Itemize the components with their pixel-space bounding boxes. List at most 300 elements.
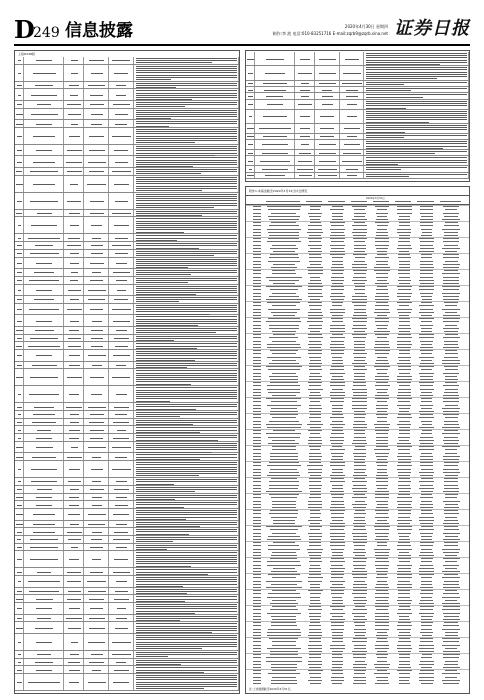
table-cell-text <box>253 657 261 658</box>
table-cell-text <box>376 462 388 463</box>
table-cell-text <box>375 206 390 207</box>
table-cell-text <box>421 629 432 630</box>
disclosure-cell <box>109 327 134 334</box>
table-cell-text <box>253 373 261 374</box>
table-cell-text <box>332 667 342 668</box>
disclosure-cell <box>64 242 84 249</box>
text-line <box>17 505 21 506</box>
table-cell-text <box>442 638 460 639</box>
table-cell-text <box>354 414 366 415</box>
text-line <box>115 162 128 163</box>
disclosure-row <box>15 327 239 335</box>
table-cell-text <box>354 273 366 274</box>
text-line <box>136 512 237 513</box>
disclosure-cell <box>84 595 109 602</box>
text-line <box>70 184 78 185</box>
table-cell-text <box>421 597 432 598</box>
text-line <box>115 628 128 629</box>
table-cell-text <box>399 251 409 252</box>
text-line <box>136 278 237 279</box>
table-cell-text <box>330 581 344 582</box>
table-cell-text <box>399 616 409 617</box>
table-cell-text <box>353 475 367 476</box>
text-line <box>17 321 22 322</box>
text-line <box>114 407 129 408</box>
disclosure-cell <box>15 576 24 587</box>
text-line <box>136 286 237 287</box>
text-line <box>37 104 51 105</box>
disclosure-cell <box>134 335 239 342</box>
table-cell-text <box>397 379 412 380</box>
text-line <box>33 524 56 525</box>
disclosure-cell <box>84 576 109 587</box>
disclosure-cell <box>84 315 109 326</box>
table-cell-text <box>331 225 343 226</box>
table-cell-text <box>355 501 365 502</box>
disclosure-cell <box>246 134 255 139</box>
table-cell-text <box>253 241 261 242</box>
table-cell-text <box>420 213 433 214</box>
table-cell-text <box>398 472 410 473</box>
disclosure-cell <box>84 89 109 100</box>
disclosure-cell <box>84 419 109 426</box>
text-line <box>262 144 288 145</box>
disclosure-cell <box>315 110 340 123</box>
text-line <box>320 136 334 137</box>
disclosure-cell <box>109 486 134 493</box>
text-line <box>17 572 22 573</box>
table-cell-text <box>399 216 410 217</box>
text-line <box>16 628 23 629</box>
text-line <box>90 280 103 281</box>
table-cell-text <box>332 414 343 415</box>
table-cell-text <box>374 673 390 674</box>
table-cell-text <box>331 280 345 281</box>
table-cell-text <box>444 344 459 345</box>
table-cell-text <box>421 584 432 585</box>
table-cell-text <box>444 235 458 236</box>
table-cell-text <box>375 683 388 684</box>
table-cell-text <box>271 571 297 572</box>
table-cell-text <box>253 427 261 428</box>
disclosure-cell <box>109 217 134 233</box>
table-cell-text <box>377 229 388 230</box>
disclosure-row <box>15 335 239 343</box>
table-cell-text <box>399 561 410 562</box>
text-line <box>136 471 237 472</box>
disclosure-cell <box>315 66 340 79</box>
text-line <box>90 438 103 439</box>
table-cell-text <box>420 414 433 415</box>
text-line <box>90 430 104 431</box>
disclosure-cell <box>364 66 469 79</box>
table-cell-text <box>269 296 299 297</box>
table-cell-text <box>397 520 411 521</box>
table-cell-text <box>421 581 432 582</box>
text-line <box>17 338 23 339</box>
disclosure-row <box>15 82 239 90</box>
table-cell-text <box>253 366 261 367</box>
disclosure-cell <box>134 145 239 156</box>
text-line <box>366 78 437 79</box>
text-line <box>366 55 467 56</box>
disclosure-cell <box>64 269 84 276</box>
table-cell-text <box>420 222 432 223</box>
table-cell-text <box>445 497 457 498</box>
table-cell-text <box>310 219 320 220</box>
table-cell-text <box>354 472 365 473</box>
table-cell-text <box>377 520 387 521</box>
text-line <box>136 253 237 254</box>
table-cell-text <box>253 539 261 540</box>
table-cell-text <box>352 651 367 652</box>
table-cell-text <box>253 469 261 470</box>
disclosure-cell <box>15 461 24 477</box>
text-line <box>136 662 237 663</box>
table-cell-text <box>377 225 388 226</box>
disclosure-cell <box>84 327 109 334</box>
disclosure-cell <box>84 486 109 493</box>
disclosure-cell <box>64 434 84 441</box>
disclosure-cell <box>15 386 24 402</box>
disclosure-cell <box>84 168 109 175</box>
table-cell-text <box>253 395 261 396</box>
disclosure-cell <box>84 109 109 120</box>
table-cell-text <box>399 283 410 284</box>
text-line <box>67 599 81 600</box>
text-line <box>28 581 60 582</box>
text-line <box>136 639 237 640</box>
table-cell-text <box>331 459 343 460</box>
table-cell-text <box>419 334 434 335</box>
table-cell-text <box>268 593 300 594</box>
table-cell-text <box>267 465 301 466</box>
table-cell-text <box>353 677 366 678</box>
text-line <box>90 572 103 573</box>
text-line <box>136 196 237 197</box>
text-line <box>136 667 237 668</box>
disclosure-cell <box>134 369 239 385</box>
disclosure-cell <box>15 442 24 453</box>
table-cell-text <box>310 401 321 402</box>
table-cell-text <box>375 341 390 342</box>
disclosure-cell <box>24 250 64 257</box>
table-cell-text <box>268 629 300 630</box>
disclosure-cell <box>255 150 295 155</box>
table-cell-text <box>310 529 320 530</box>
table-cell-text <box>308 664 321 665</box>
table-cell-text <box>267 389 300 390</box>
text-line <box>136 504 237 505</box>
disclosure-cell <box>64 478 84 485</box>
table-cell-text <box>309 417 321 418</box>
disclosure-cell <box>109 595 134 602</box>
table-cell-text <box>421 616 433 617</box>
table-cell-text <box>445 261 458 262</box>
table-cell-text <box>354 616 365 617</box>
table-cell-text <box>309 257 322 258</box>
table-cell-text <box>443 328 459 329</box>
table-cell-text <box>332 638 344 639</box>
text-line <box>366 119 467 120</box>
table-cell-text <box>270 414 297 415</box>
table-cell-text <box>419 305 434 306</box>
text-line <box>136 491 195 492</box>
table-cell-text <box>352 334 367 335</box>
table-cell-text <box>443 280 459 281</box>
text-line <box>29 591 60 592</box>
text-line <box>115 346 127 347</box>
table-cell-text <box>442 229 460 230</box>
text-line <box>17 489 21 490</box>
table-cell-text <box>377 401 388 402</box>
table-cell-text <box>270 289 297 290</box>
disclosure-cell <box>15 269 24 276</box>
text-line <box>90 201 104 202</box>
text-line <box>66 407 82 408</box>
table-cell-text <box>376 590 388 591</box>
disclosure-cell <box>64 342 84 349</box>
table-cell-text <box>375 552 388 553</box>
table-cell-text <box>266 398 301 399</box>
text-line <box>136 682 237 683</box>
table-cell-text <box>354 459 365 460</box>
text-line <box>113 539 130 540</box>
table-cell-text <box>443 558 460 559</box>
text-line <box>69 505 79 506</box>
table-cell-text <box>308 533 322 534</box>
text-line <box>37 430 51 431</box>
text-line <box>366 117 467 118</box>
text-line <box>112 245 131 246</box>
text-line <box>70 263 79 264</box>
table-cell-text <box>269 485 299 486</box>
text-line <box>136 574 208 575</box>
disclosure-cell <box>15 509 24 520</box>
table-cell-text <box>253 408 261 409</box>
table-cell-text <box>253 286 261 287</box>
text-line <box>342 161 361 162</box>
disclosure-cell <box>24 453 64 460</box>
column-header-line <box>395 201 411 202</box>
disclosure-cell <box>109 442 134 453</box>
disclosure-row <box>15 595 239 603</box>
table-cell-text <box>253 251 261 252</box>
disclosure-cell <box>246 124 255 133</box>
table-cell-text <box>421 344 432 345</box>
text-line <box>136 606 237 607</box>
table-cell-text <box>310 331 320 332</box>
text-line <box>31 95 56 96</box>
table-cell-text <box>420 283 434 284</box>
table-cell-text <box>442 597 460 598</box>
text-line <box>136 579 237 580</box>
table-cell-text <box>352 571 367 572</box>
table-cell-text <box>397 341 411 342</box>
table-cell-text <box>354 411 365 412</box>
table-cell-text <box>253 318 261 319</box>
table-cell-text <box>266 366 302 367</box>
text-line <box>69 559 79 560</box>
table-cell-text <box>253 433 261 434</box>
table-cell-text <box>443 654 460 655</box>
table-cell-text <box>332 206 343 207</box>
disclosure-cell <box>64 501 84 508</box>
text-line <box>136 112 237 113</box>
text-line <box>136 375 237 376</box>
disclosure-cell <box>109 362 134 369</box>
disclosure-cell <box>24 544 64 551</box>
disclosure-row <box>15 242 239 250</box>
table-cell-text <box>253 600 261 601</box>
table-cell-text <box>445 350 457 351</box>
disclosure-cell <box>24 65 64 81</box>
disclosure-cell <box>64 568 84 575</box>
table-cell-text <box>420 523 433 524</box>
text-line <box>136 432 200 433</box>
table-cell-text <box>420 542 434 543</box>
text-line <box>29 309 59 310</box>
table-cell-text <box>377 542 387 543</box>
table-cell-text <box>421 549 432 550</box>
table-cell-text <box>330 296 345 297</box>
table-cell-text <box>375 603 389 604</box>
table-cell-text <box>253 504 261 505</box>
table-cell-text <box>421 296 432 297</box>
table-cell-text <box>445 376 457 377</box>
text-line <box>17 309 23 310</box>
table-cell-text <box>268 309 299 310</box>
text-line <box>37 618 51 619</box>
disclosure-cell <box>15 362 24 369</box>
table-cell-text <box>420 462 433 463</box>
disclosure-row <box>246 156 469 166</box>
table-cell-text <box>352 497 367 498</box>
table-cell-text <box>269 225 299 226</box>
disclosure-cell <box>24 411 64 418</box>
disclosure-cell <box>84 494 109 501</box>
disclosure-cell <box>134 101 239 108</box>
text-line <box>136 686 237 687</box>
disclosure-cell <box>64 350 84 361</box>
text-line <box>18 290 21 291</box>
text-line <box>68 628 82 629</box>
table-cell-text <box>375 593 390 594</box>
table-cell-text <box>253 321 261 322</box>
table-cell-text <box>421 369 431 370</box>
disclosure-cell <box>134 528 239 535</box>
table-cell-text <box>354 526 365 527</box>
text-line <box>68 662 80 663</box>
disclosure-row <box>15 120 239 128</box>
table-cell-text <box>421 657 432 658</box>
text-line <box>248 104 252 105</box>
text-line <box>298 104 311 105</box>
table-cell-text <box>308 289 322 290</box>
disclosure-cell <box>295 87 315 92</box>
disclosure-cell <box>246 110 255 123</box>
table-cell-text <box>442 363 460 364</box>
table-cell-text <box>253 456 261 457</box>
text-line <box>36 599 53 600</box>
table-cell-text <box>442 408 460 409</box>
disclosure-cell <box>64 210 84 217</box>
table-cell-text <box>374 312 389 313</box>
disclosure-cell <box>15 595 24 602</box>
table-cell-text <box>273 315 296 316</box>
table-cell-text <box>330 328 345 329</box>
table-cell-text <box>444 542 458 543</box>
text-line <box>136 495 237 496</box>
disclosure-cell <box>134 315 239 326</box>
newspaper-logo: 证券日报 <box>394 18 470 39</box>
table-cell-text <box>266 424 301 425</box>
disclosure-cell <box>315 166 340 171</box>
text-line <box>366 88 467 89</box>
table-cell-text <box>375 334 390 335</box>
table-cell-text <box>332 657 343 658</box>
text-line <box>136 469 237 470</box>
text-line <box>92 532 102 533</box>
table-cell-text <box>332 283 343 284</box>
table-cell-text <box>267 475 300 476</box>
table-cell-text <box>253 673 261 674</box>
disclosure-cell <box>15 369 24 385</box>
text-line <box>115 505 128 506</box>
table-cell-text <box>253 229 261 230</box>
text-line <box>136 238 237 239</box>
table-cell-text <box>377 472 388 473</box>
disclosure-row <box>246 110 469 124</box>
table-cell-text <box>353 638 367 639</box>
text-line <box>89 60 104 61</box>
text-line <box>17 539 21 540</box>
table-cell-text <box>330 325 345 326</box>
disclosure-cell <box>246 166 255 171</box>
table-cell-text <box>444 616 459 617</box>
table-cell-text <box>271 222 296 223</box>
text-line <box>136 323 237 324</box>
text-line <box>343 73 361 74</box>
table-cell-text <box>376 273 387 274</box>
disclosure-cell <box>15 501 24 508</box>
disclosure-cell <box>295 110 315 123</box>
disclosure-cell <box>64 509 84 520</box>
text-line <box>92 497 102 498</box>
table-cell-text <box>352 280 367 281</box>
table-cell-text <box>332 427 342 428</box>
disclosure-cell <box>134 576 239 587</box>
disclosure-cell <box>24 536 64 543</box>
text-line <box>136 263 237 264</box>
table-cell-text <box>419 603 434 604</box>
table-cell-text <box>331 318 343 319</box>
table-cell-text <box>443 584 459 585</box>
disclosure-cell <box>84 145 109 156</box>
table-cell-text <box>445 561 458 562</box>
disclosure-row <box>15 411 239 419</box>
table-cell-text <box>445 648 457 649</box>
text-line <box>16 599 22 600</box>
text-line <box>136 232 184 233</box>
disclosure-row <box>15 528 239 536</box>
table-cell-text <box>375 629 390 630</box>
table-cell-text <box>399 373 410 374</box>
disclosure-cell <box>24 304 64 315</box>
disclosure-cell <box>15 551 24 567</box>
text-line <box>136 183 237 184</box>
text-line <box>89 599 104 600</box>
